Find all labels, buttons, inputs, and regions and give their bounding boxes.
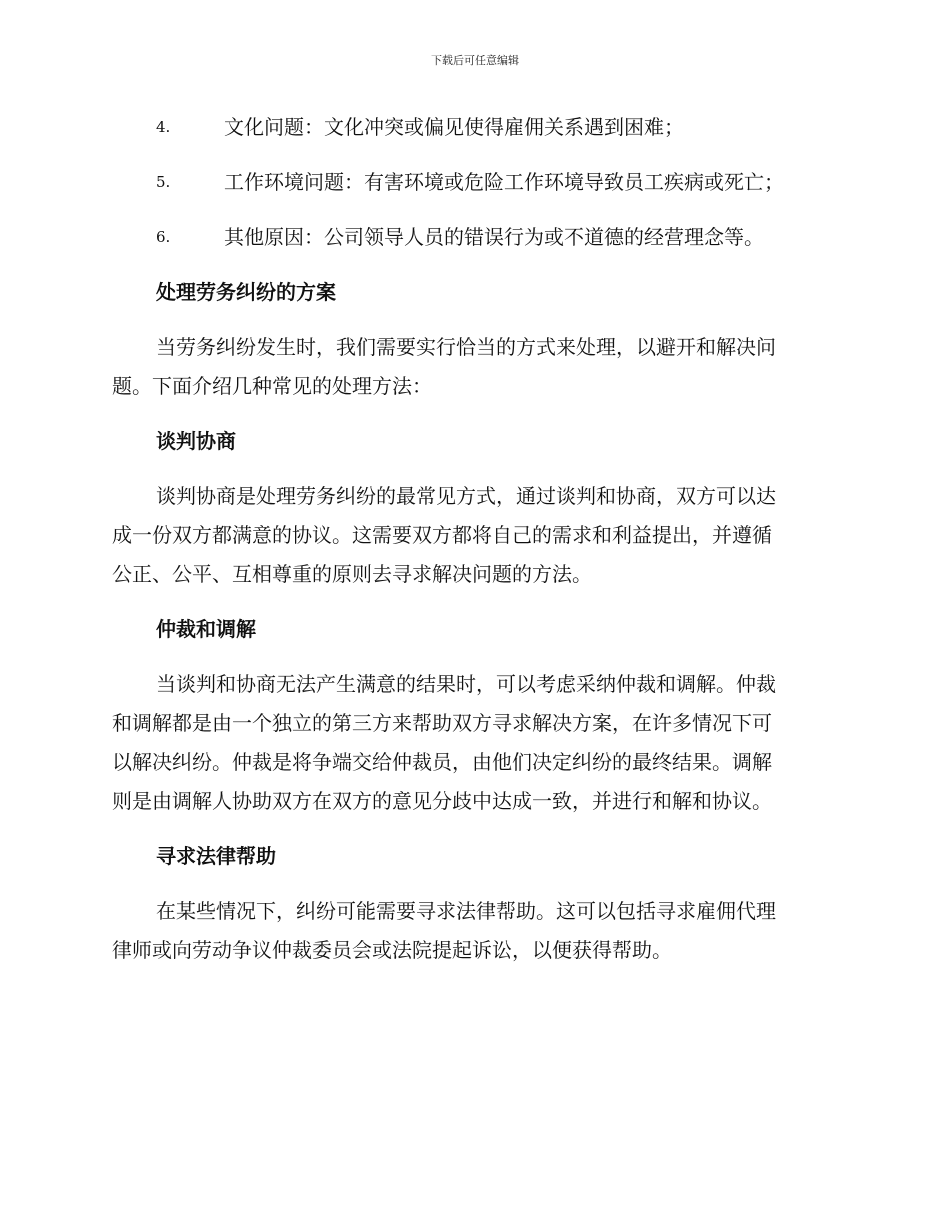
paragraph-line: 当劳务纠纷发生时，我们需要实行恰当的方式来处理，以避开和解决问: [156, 335, 776, 359]
list-item: [112, 163, 830, 202]
paragraph-line: 成一份双方都满意的协议。这需要双方都将自己的需求和利益提出，并遵循: [112, 523, 772, 547]
paragraph-arbitration: [112, 665, 830, 821]
paragraph-negotiation: [112, 477, 830, 594]
page-header: 下载后可任意编辑: [431, 54, 519, 67]
section-heading-legal: 寻求法律帮助: [156, 844, 276, 868]
paragraph-line: 律师或向劳动争议仲裁委员会或法院提起诉讼，以便获得帮助。: [112, 938, 672, 962]
list-number: 4.: [156, 118, 171, 136]
list-number: 6.: [156, 228, 171, 246]
list-text: 文化问题：文化冲突或偏见使得雇佣关系遇到困难；: [224, 115, 684, 139]
paragraph-legal: [112, 892, 830, 970]
paragraph-line: 公正、公平、互相尊重的原则去寻求解决问题的方法。: [112, 562, 592, 586]
paragraph-line: 则是由调解人协助双方在双方的意见分歧中达成一致，并进行和解和协议。: [112, 789, 772, 813]
document-body: [112, 108, 830, 986]
paragraph-line: 以解决纠纷。仲裁是将争端交给仲裁员，由他们决定纠纷的最终结果。调解: [112, 750, 772, 774]
paragraph-line: 在某些情况下，纠纷可能需要寻求法律帮助。这可以包括寻求雇佣代理: [156, 899, 776, 923]
list-item: [112, 218, 830, 257]
section-heading-main: 处理劳务纠纷的方案: [156, 280, 336, 304]
paragraph-line: 谈判协商是处理劳务纠纷的最常见方式，通过谈判和协商，双方可以达: [156, 484, 776, 508]
paragraph-line: 和调解都是由一个独立的第三方来帮助双方寻求解决方案，在许多情况下可: [112, 711, 772, 735]
paragraph-line: 当谈判和协商无法产生满意的结果时，可以考虑采纳仲裁和调解。仲裁: [156, 672, 776, 696]
list-item: [112, 108, 830, 147]
list-text: 工作环境问题：有害环境或危险工作环境导致员工疾病或死亡；: [224, 170, 784, 194]
list-text: 其他原因：公司领导人员的错误行为或不道德的经营理念等。: [224, 225, 764, 249]
paragraph-line: 题。下面介绍几种常见的处理方法：: [112, 374, 432, 398]
section-heading-negotiation: 谈判协商: [156, 429, 236, 453]
section-heading-arbitration: 仲裁和调解: [156, 617, 256, 641]
paragraph-intro: [112, 328, 830, 406]
list-number: 5.: [156, 173, 171, 191]
